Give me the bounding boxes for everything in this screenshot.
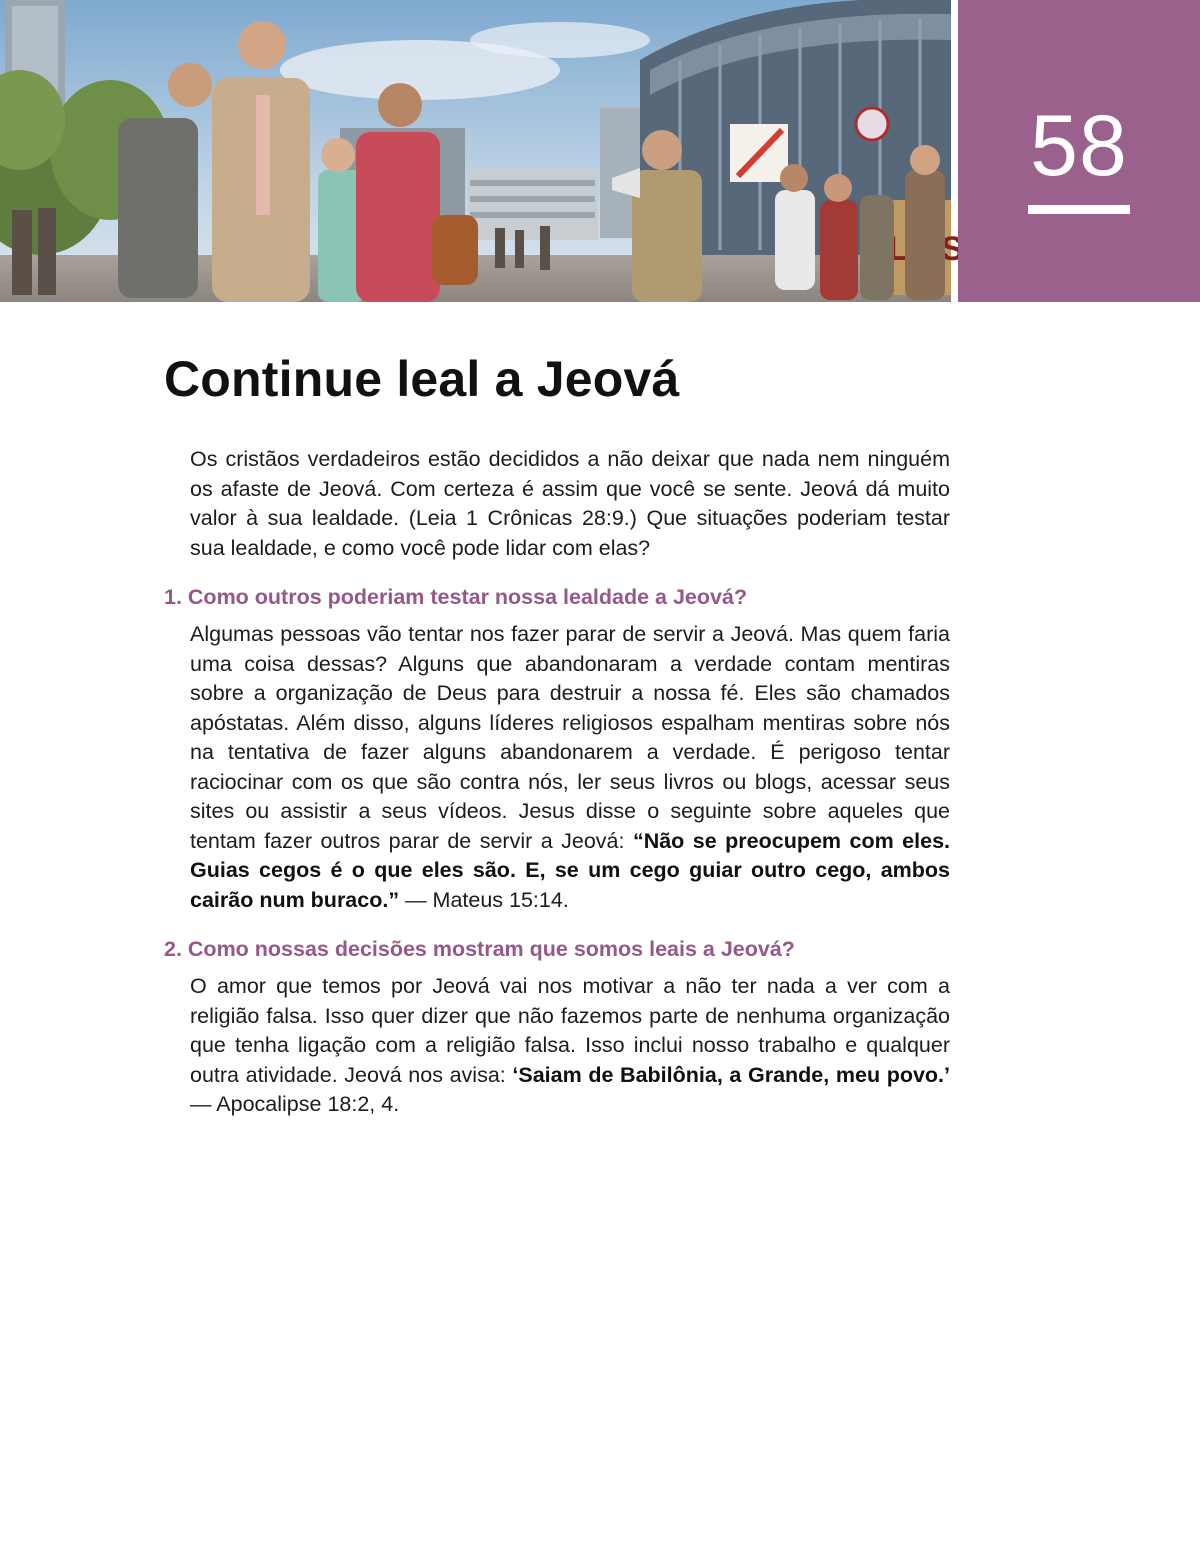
question-2: 2. Como nossas decisões mostram que somos leais a Jeová? xyxy=(164,937,795,961)
question-1: 1. Como outros poderiam testar nossa lealdade a Jeová? xyxy=(164,585,748,609)
answer-1-citation: — Mateus 15:14. xyxy=(399,887,569,912)
answer-1-quote: “Não se preocupem com eles. Guias cegos é o que eles são. E, se um cego guiar outro cego, ambos cairão num buraco.” xyxy=(190,828,951,912)
answer-2-citation: — Apocalipse 18:2, 4. xyxy=(190,1092,400,1116)
answer-2-text: O amor que temos por Jeová vai nos motivar a não ter nada a ver com a religião falsa. Isso quer dizer que não fazemos parte de nenhuma organização que tenha ligação com a religião falsa. Isso inclui nosso trabalho e qualquer outra atividade. Jeová nos avisa: xyxy=(190,974,950,1087)
header-photo xyxy=(0,0,951,302)
answer-1-paragraph xyxy=(190,620,950,915)
answer-2-quote: ‘Saiam de Babilônia, a Grande, meu povo.’ xyxy=(512,1062,951,1087)
lesson-number: 58 xyxy=(1030,98,1128,194)
page-title: Continue leal a Jeová xyxy=(164,351,680,407)
answer-2-paragraph xyxy=(190,972,950,1120)
answer-1-text: Algumas pessoas vão tentar nos fazer parar de servir a Jeová. Mas quem faria uma coisa dessas? Alguns que abandonaram a verdade contam mentiras sobre a organização de Deus para destruir a nossa fé. Eles são chamados apóstatas. Além disso, alguns líderes religiosos espalham mentiras sobre nós na tentativa de fazer alguns abandonarem a verdade. É perigoso tentar raciocinar com os que são contra nós, ler seus livros ou blogs, acessar seus sites ou assistir a seus vídeos. Jesus disse o seguinte sobre aqueles que tentam fazer outros parar de servir a Jeová: xyxy=(190,622,950,853)
lesson-number-panel xyxy=(958,0,1200,302)
intro-paragraph: Os cristãos verdadeiros estão decididos a não deixar que nada nem ninguém os afaste de Jeová. Com certeza é assim que você se sente. Jeová dá muito valor à sua lealdade. (Leia 1 Crônicas 28:9.) Que situações poderiam testar sua lealdade, e como você pode lidar com elas? xyxy=(190,447,950,560)
lesson-number-underline xyxy=(1028,205,1130,214)
header-photo-illustration xyxy=(0,0,951,302)
